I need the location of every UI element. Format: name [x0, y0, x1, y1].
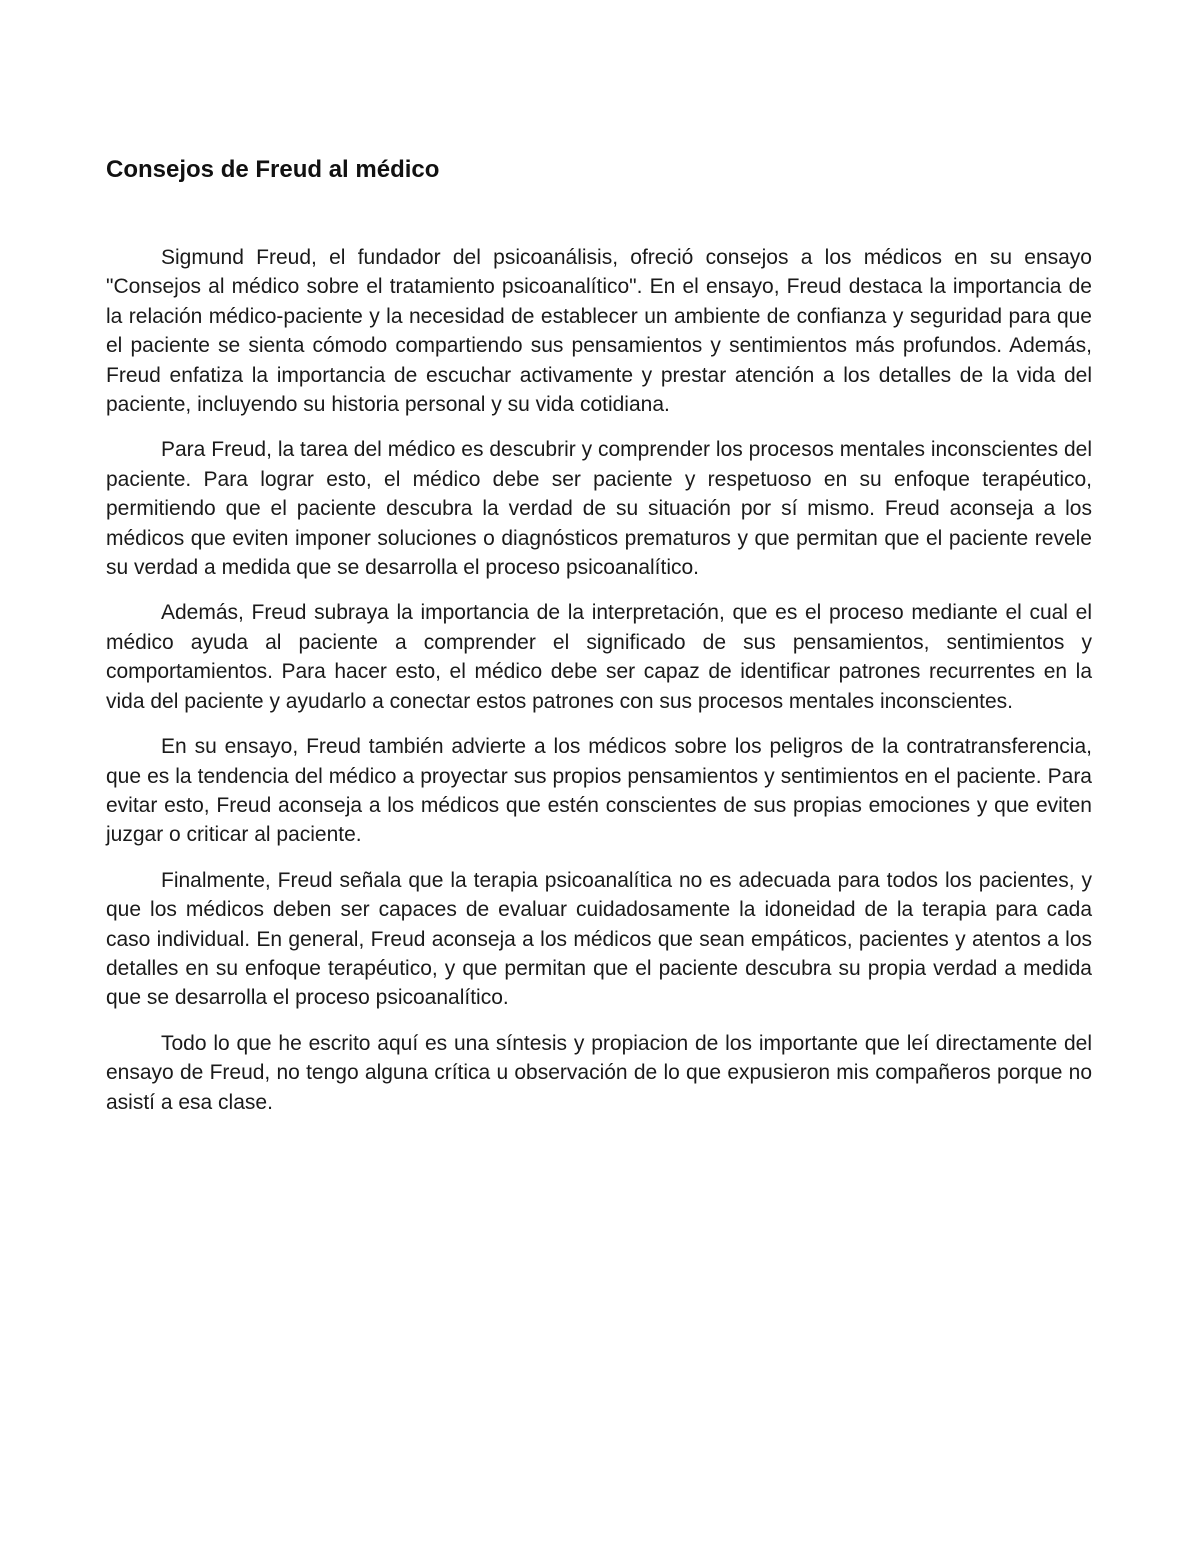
- paragraph: En su ensayo, Freud también advierte a los médicos sobre los peligros de la contratransferencia, que es la tendencia del médico a proyectar sus propios pensamientos y sentimientos en el paciente. Para evitar esto, Freud aconseja a los médicos que estén conscientes de sus propias emociones y que eviten juzgar o criticar al paciente.: [106, 735, 1092, 847]
- paragraph: Sigmund Freud, el fundador del psicoanálisis, ofreció consejos a los médicos en su ensayo "Consejos al médico sobre el tratamiento psicoanalítico". En el ensayo, Freud destaca la importancia de la relación médico-paciente y la necesidad de establecer un ambiente de confianza y seguridad para que el paciente se sienta cómodo compartiendo sus pensamientos y sentimientos más profundos. Además, Freud enfatiza la importancia de escuchar activamente y prestar atención a los detalles de la vida del paciente, incluyendo su historia personal y su vida cotidiana.: [106, 246, 1092, 417]
- paragraph: Todo lo que he escrito aquí es una síntesis y propiacion de los importante que leí directamente del ensayo de Freud, no tengo alguna crítica u observación de lo que expusieron mis compañeros porque no asistí a esa clase.: [106, 1031, 1092, 1114]
- paragraph: Además, Freud subraya la importancia de la interpretación, que es el proceso mediante el cual el médico ayuda al paciente a comprender el significado de sus pensamientos, sentimientos y comportamientos. Para hacer esto, el médico debe ser capaz de identificar patrones recurrentes en la vida del paciente y ayudarlo a conectar estos patrones con sus procesos mentales inconscientes.: [106, 601, 1092, 713]
- paragraph: Finalmente, Freud señala que la terapia psicoanalítica no es adecuada para todos los pacientes, y que los médicos deben ser capaces de evaluar cuidadosamente la idoneidad de la terapia para cada caso individual. En general, Freud aconseja a los médicos que sean empáticos, pacientes y atentos a los detalles en su enfoque terapéutico, y que permitan que el paciente descubra su propia verdad a medida que se desarrolla el proceso psicoanalítico.: [106, 868, 1092, 1010]
- document-title: Consejos de Freud al médico: [106, 156, 440, 183]
- paragraph: Para Freud, la tarea del médico es descubrir y comprender los procesos mentales inconscientes del paciente. Para lograr esto, el médico debe ser paciente y respetuoso en su enfoque terapéutico, permitiendo que el paciente descubra la verdad de su situación por sí mismo. Freud aconseja a los médicos que eviten imponer soluciones o diagnósticos prematuros y que permitan que el paciente revele su verdad a medida que se desarrolla el proceso psicoanalítico.: [106, 438, 1092, 580]
- document-body: [106, 243, 1092, 1133]
